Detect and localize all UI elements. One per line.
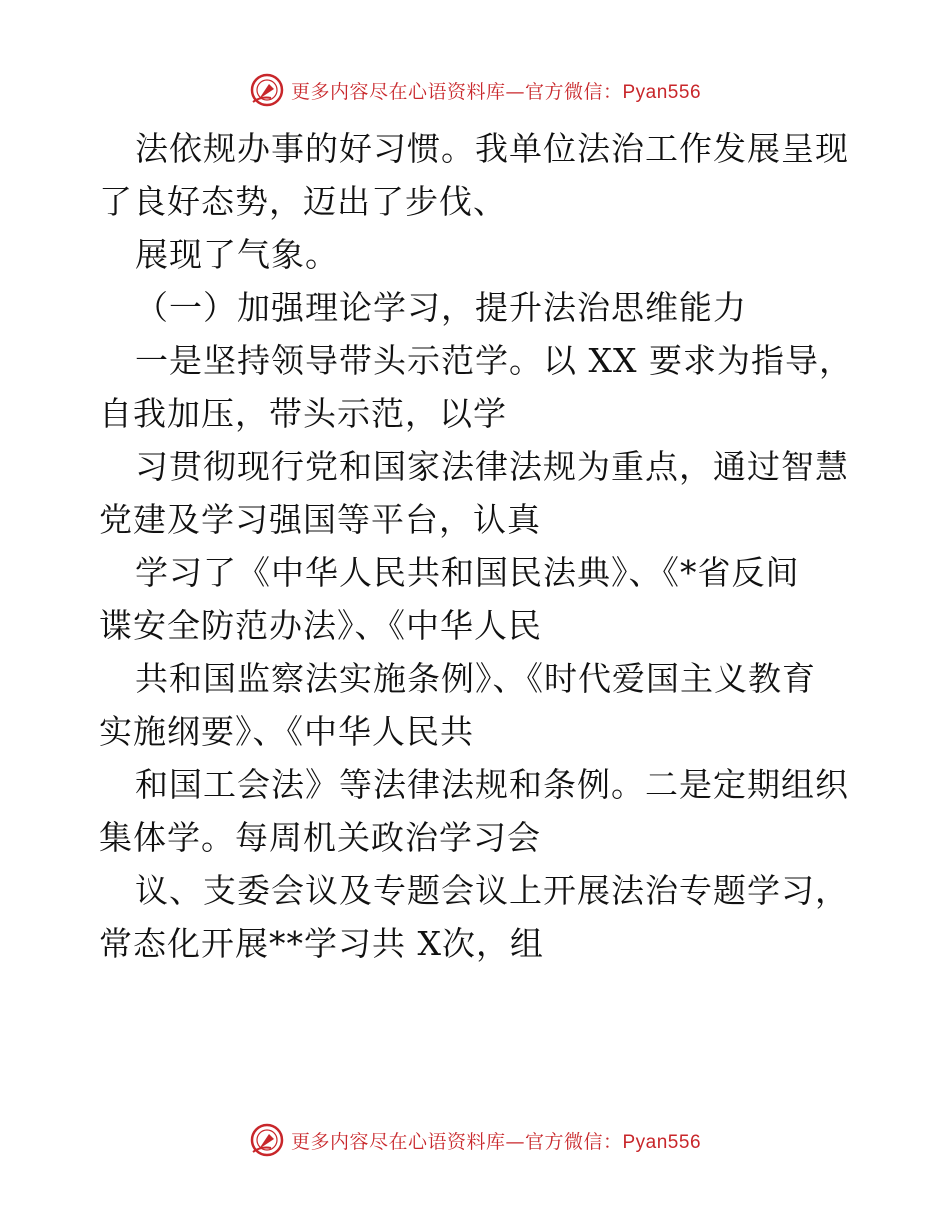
text-line: 谍安全防范办法》、《中华人民 [99,606,542,645]
text-line: 展现了气象。 [135,235,339,274]
header-banner-text: 更多内容尽在心语资料库—官方微信：Pyan556 [290,80,702,103]
text-line: 常态化开展**学习共 X次，组 [99,924,544,963]
text-line: 法依规办事的好习惯。我单位法治工作发展呈现 [135,129,849,168]
header-banner [0,70,950,110]
footer-wechat-id: Pyan556 [622,1131,702,1153]
text-line: 和国工会法》等法律法规和条例。二是定期组织 [135,765,849,804]
text-line: 共和国监察法实施条例》、《时代爱国主义教育 [135,659,816,698]
text-line: 习贯彻现行党和国家法律法规为重点，通过智慧 [135,447,849,486]
text-line: 党建及学习强国等平台，认真 [99,500,541,539]
section-heading: （一）加强理论学习，提升法治思维能力 [135,288,747,327]
text-line: 集体学。每周机关政治学习会 [99,818,541,857]
header-wechat-id: Pyan556 [622,81,702,103]
text-line: 议、支委会议及专题会议上开展法治专题学习， [135,871,849,910]
document-body [99,122,859,970]
text-line: 一是坚持领导带头示范学。以 XX 要求为指导， [135,341,853,380]
pen-nib-circle-icon [249,72,285,108]
text-line: 学习了《中华人民共和国民法典》、《*省反间 [135,553,800,592]
text-line: 了良好态势，迈出了步伐、 [99,182,507,221]
text-line: 自我加压，带头示范，以学 [99,394,507,433]
footer-banner-text: 更多内容尽在心语资料库—官方微信：Pyan556 [290,1130,702,1153]
footer-banner [0,1120,950,1160]
text-line: 实施纲要》、《中华人民共 [99,712,474,751]
pen-nib-circle-icon [249,1122,285,1158]
